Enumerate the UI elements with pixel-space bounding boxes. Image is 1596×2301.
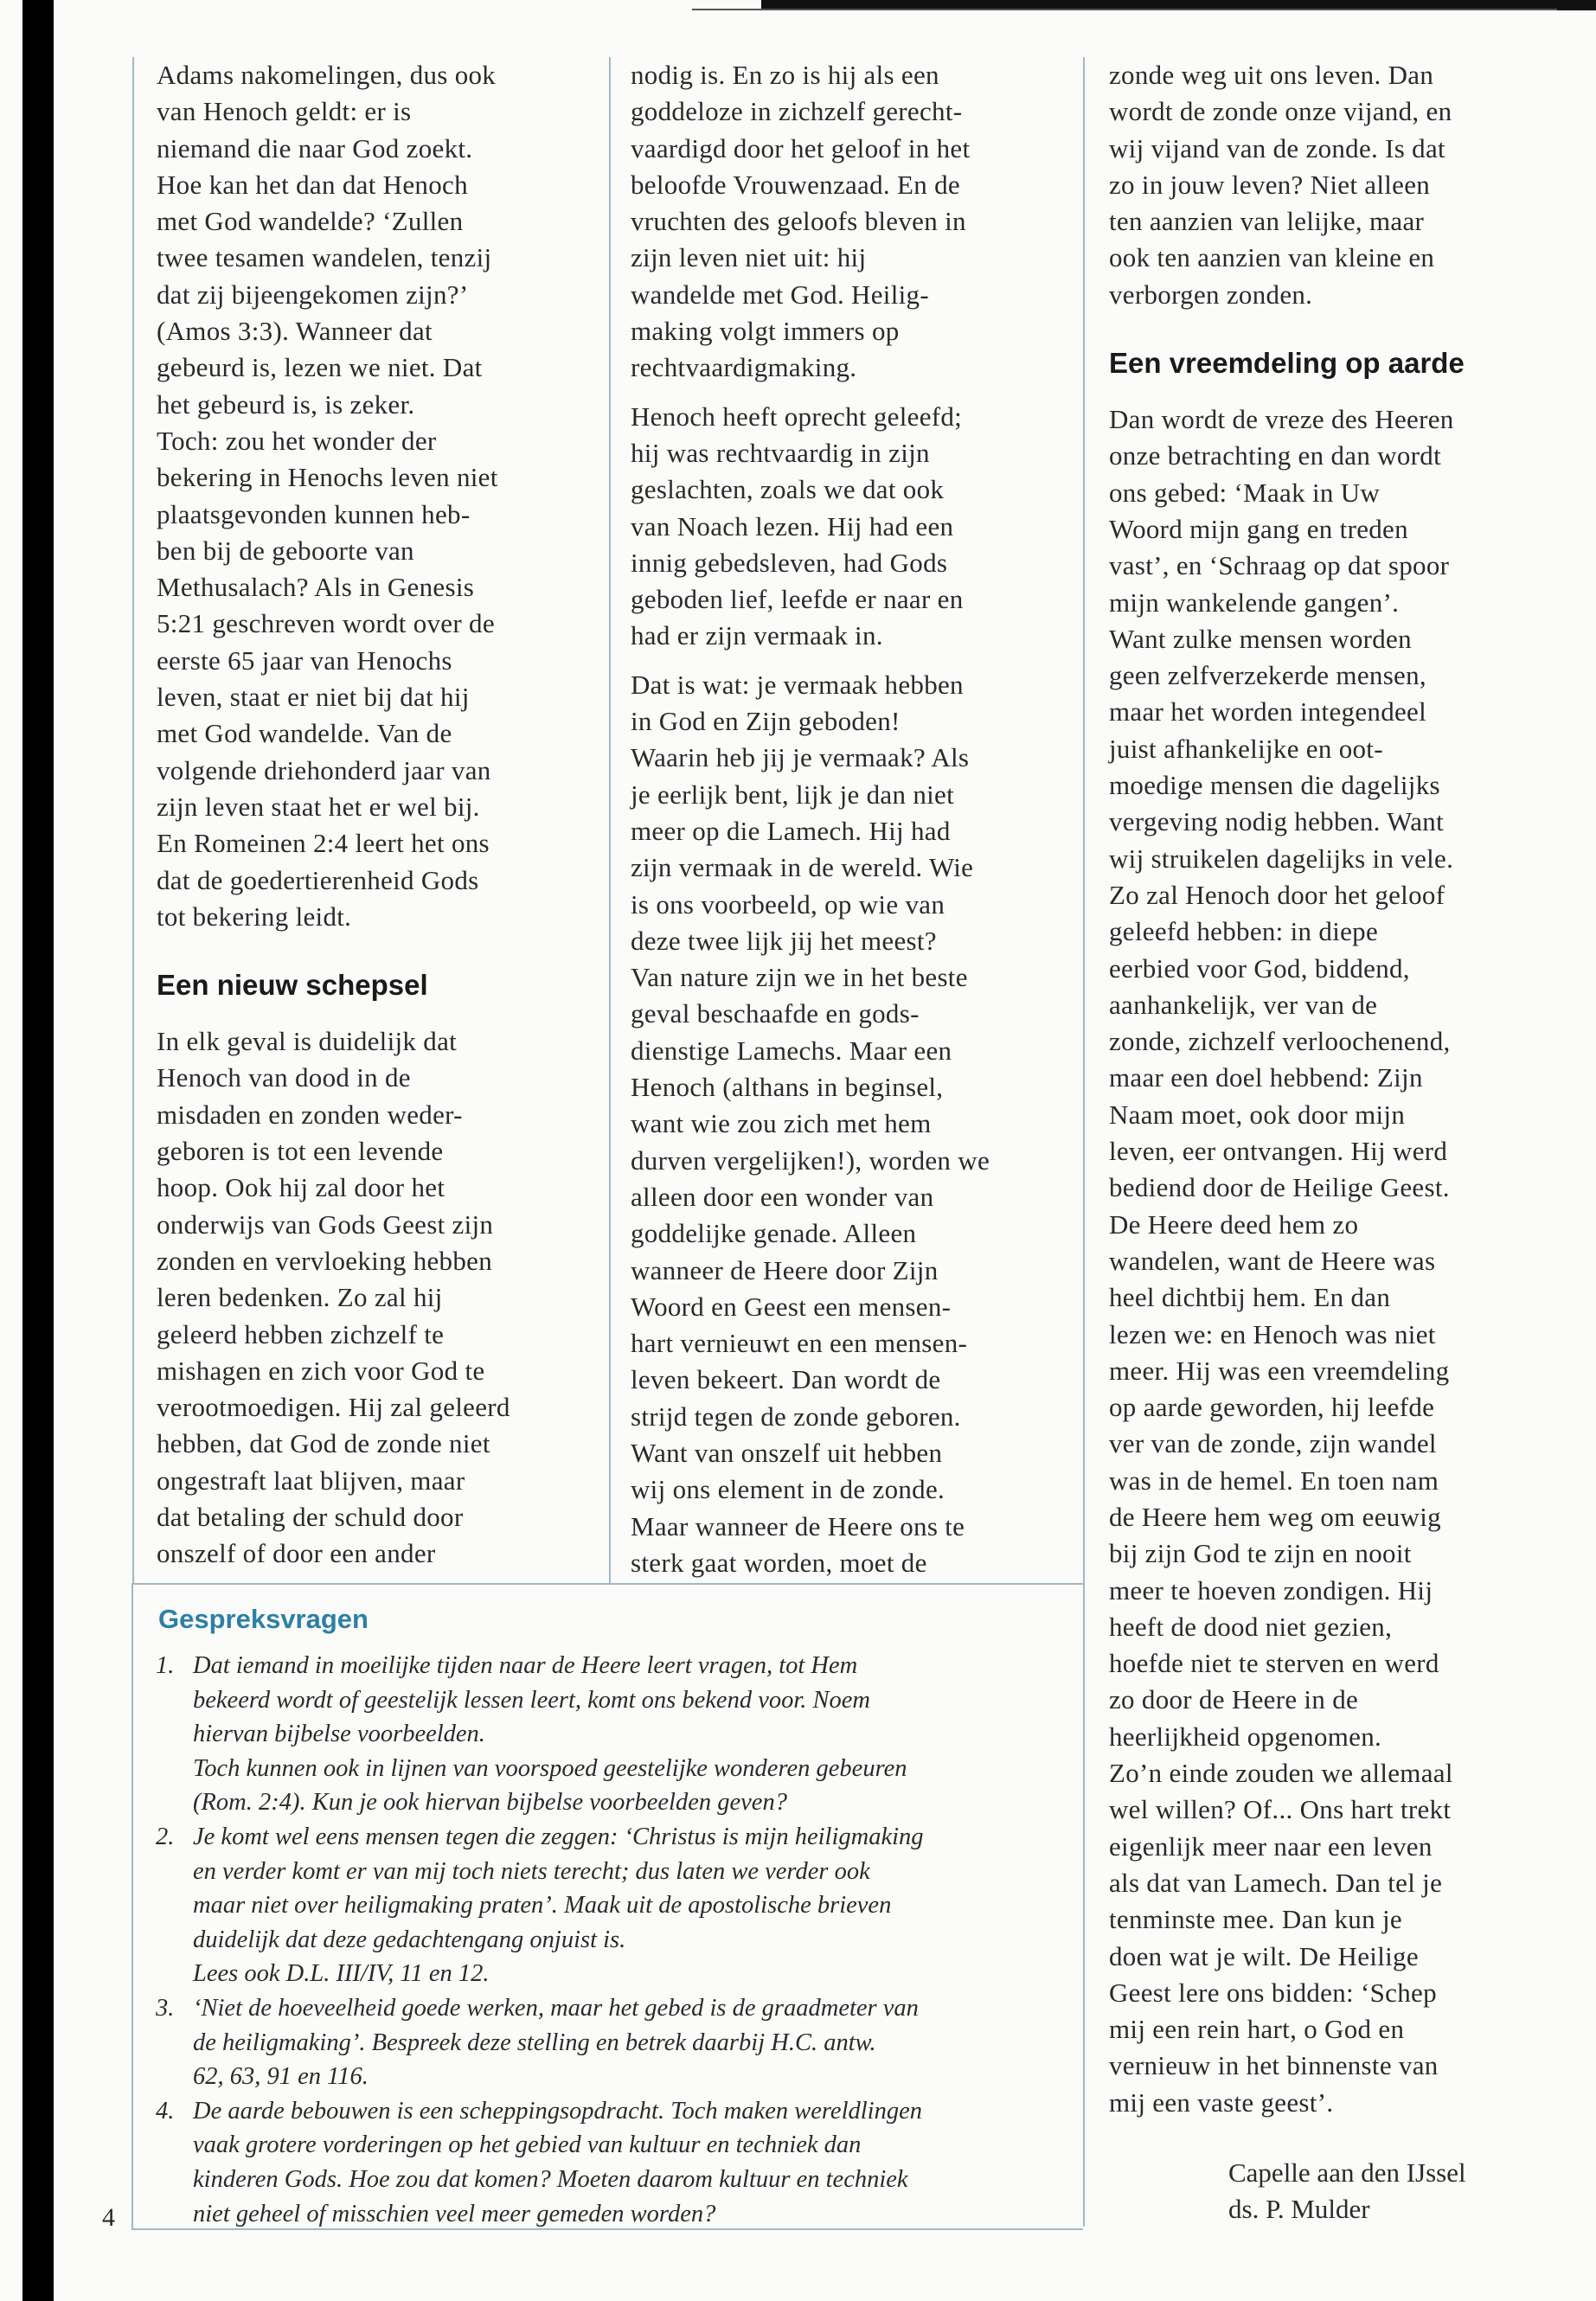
text-line: wandelde met God. Heilig-	[631, 279, 929, 310]
question-line: ‘Niet de hoeveelheid goede werken, maar het gebed is de graadmeter van	[193, 1994, 919, 2022]
text-line: rechtvaardigmaking.	[631, 352, 857, 383]
text-line: moedige mensen die dagelijks	[1109, 770, 1440, 801]
column-divider-left	[132, 57, 134, 1583]
text-line: dat de goedertierenheid Gods	[157, 864, 479, 895]
text-line: vast’, en ‘Schraag op dat spoor	[1109, 550, 1450, 581]
text-line: Zo’n einde zouden we allemaal	[1109, 1758, 1453, 1789]
text-line: bekering in Henochs leven niet	[157, 462, 498, 493]
paragraph	[157, 1023, 585, 1572]
text-line: je eerlijk bent, lijk je dan niet	[631, 779, 955, 810]
text-line: ben bij de geboorte van	[157, 535, 414, 566]
text-line: leven, eer ontvangen. Hij werd	[1109, 1136, 1448, 1167]
text-line: tot bekering leidt.	[157, 901, 352, 932]
text-line: maar een doel hebbend: Zijn	[1109, 1062, 1423, 1093]
text-line: maar het worden integendeel	[1109, 696, 1427, 727]
text-line: strijd tegen de zonde geboren.	[631, 1400, 961, 1432]
text-line: Adams nakomelingen, dus ook	[157, 60, 497, 90]
text-line: geboden lief, leefde er naar en	[631, 584, 964, 615]
text-line: Zo zal Henoch door het geloof	[1109, 879, 1445, 910]
text-line: ver van de zonde, zijn wandel	[1109, 1428, 1437, 1459]
text-line: zonden en vervloeking hebben	[157, 1245, 493, 1276]
text-line: eerste 65 jaar van Henochs	[157, 644, 452, 676]
text-line: ten aanzien van lelijke, maar	[1109, 206, 1425, 237]
text-line: was in de hemel. En toen nam	[1109, 1465, 1439, 1496]
text-line: is ons voorbeeld, op wie van	[631, 888, 945, 920]
paragraph	[1109, 401, 1542, 2121]
text-line: mij een vaste geest’.	[1109, 2086, 1334, 2118]
text-line: van Henoch geldt: er is	[157, 96, 412, 127]
question-item	[156, 1991, 1064, 2094]
text-line: Methusalach? Als in Genesis	[157, 572, 475, 603]
text-line: En Romeinen 2:4 leert het ons	[157, 828, 490, 859]
text-line: Maar wanneer de Heere ons te	[631, 1510, 965, 1541]
column-divider-middle	[609, 57, 611, 1583]
text-line: Dat is wat: je vermaak hebben	[631, 669, 964, 700]
question-line: kinderen Gods. Hoe zou dat komen? Moeten daarom kultuur en techniek	[193, 2165, 908, 2193]
question-line: de heiligmaking’. Bespreek deze stelling en betrek daarbij H.C. antw.	[193, 2029, 876, 2056]
text-line: sterk gaat worden, moet de	[631, 1547, 927, 1578]
text-line: ongestraft laat blijven, maar	[157, 1465, 465, 1496]
text-line: het gebeurd is, is zeker.	[157, 388, 415, 420]
question-line: en verder komt er van mij toch niets terecht; dus laten we verder ook	[193, 1857, 870, 1885]
text-line: Woord mijn gang en treden	[1109, 513, 1408, 544]
text-line: hij was rechtvaardig in zijn	[631, 437, 930, 468]
text-line: zijn leven niet uit: hij	[631, 242, 867, 273]
text-line: Naam moet, ook door mijn	[1109, 1099, 1406, 1130]
question-number: 3.	[156, 1994, 175, 2022]
text-line: De Heere deed hem zo	[1109, 1208, 1359, 1240]
text-line: met God wandelde. Van de	[157, 718, 452, 749]
text-line: meer te hoeven zondigen. Hij	[1109, 1574, 1433, 1606]
text-line: verborgen zonden.	[1109, 279, 1313, 310]
text-line: zo in jouw leven? Niet alleen	[1109, 169, 1431, 200]
text-line: hoefde niet te sterven en werd	[1109, 1648, 1439, 1679]
text-line: Waarin heb jij je vermaak? Als	[631, 742, 970, 773]
text-line: onze betrachting en dan wordt	[1109, 440, 1441, 471]
question-line: niet geheel of misschien veel meer gemeden worden?	[193, 2200, 716, 2227]
signature-author: ds. P. Mulder	[1228, 2194, 1370, 2224]
text-line: als dat van Lamech. Dan tel je	[1109, 1867, 1443, 1898]
text-line: doen wat je wilt. De Heilige	[1109, 1940, 1419, 1971]
question-line: Je komt wel eens mensen tegen die zeggen: ‘Christus is mijn heiligmaking	[193, 1823, 924, 1850]
text-line: geleerd hebben zichzelf te	[157, 1318, 445, 1349]
text-line: lezen we: en Henoch was niet	[1109, 1318, 1436, 1349]
column-3	[1109, 57, 1542, 2121]
text-line: gebeurd is, lezen we niet. Dat	[157, 352, 483, 383]
text-line: In elk geval is duidelijk dat	[157, 1026, 458, 1057]
text-line: Want zulke mensen worden	[1109, 623, 1412, 654]
paragraph	[631, 399, 1063, 655]
text-line: zijn leven staat het er wel bij.	[157, 791, 480, 822]
text-line: Henoch heeft oprecht geleefd;	[631, 401, 963, 432]
text-line: niemand die naar God zoekt.	[157, 132, 473, 163]
top-rule-thin	[692, 9, 1557, 10]
text-line: juist afhankelijke en oot-	[1109, 733, 1383, 764]
text-line: want wie zou zich met hem	[631, 1108, 932, 1139]
text-line: dat betaling der schuld door	[157, 1501, 464, 1532]
text-line: Want van onszelf uit hebben	[631, 1437, 943, 1468]
page-edge-bar	[22, 0, 54, 2301]
text-line: Geest lere ons bidden: ‘Schep	[1109, 1977, 1437, 2008]
question-line: duidelijk dat deze gedachtengang onjuist is.	[193, 1926, 626, 1953]
discussion-title: Gespreksvragen	[158, 1604, 369, 1634]
text-line: aanhankelijk, ver van de	[1109, 989, 1378, 1020]
text-line: ons gebed: ‘Maak in Uw	[1109, 477, 1381, 508]
page-number: 4	[102, 2203, 115, 2232]
column-1	[157, 57, 585, 1573]
text-line: twee tesamen wandelen, tenzij	[157, 242, 492, 273]
text-line: op aarde geworden, hij leefde	[1109, 1392, 1435, 1423]
text-line: had er zijn vermaak in.	[631, 620, 883, 651]
text-line: goddelijke genade. Alleen	[631, 1218, 917, 1249]
question-list	[156, 1649, 1064, 2231]
question-line: (Rom. 2:4). Kun je ook hiervan bijbelse voorbeelden geven?	[193, 1789, 787, 1817]
text-line: wordt de zonde onze vijand, en	[1109, 96, 1452, 127]
text-line: zonde weg uit ons leven. Dan	[1109, 60, 1434, 90]
text-line: geen zelfverzekerde mensen,	[1109, 660, 1426, 691]
text-line: van Noach lezen. Hij had een	[631, 510, 954, 542]
text-line: alleen door een wonder van	[631, 1181, 934, 1212]
text-line: durven vergelijken!), worden we	[631, 1144, 990, 1176]
text-line: tenminste mee. Dan kun je	[1109, 1904, 1402, 1935]
question-line: maar niet over heiligmaking praten’. Maak uit de apostolische brieven	[193, 1892, 892, 1920]
text-line: geboren is tot een levende	[157, 1136, 444, 1167]
paragraph	[631, 667, 1063, 1581]
text-line: heerlijkheid opgenomen.	[1109, 1721, 1382, 1752]
text-line: misdaden en zonden weder-	[157, 1099, 463, 1130]
signature-place: Capelle aan den IJssel	[1228, 2157, 1466, 2188]
column-divider-right	[1083, 57, 1085, 2227]
question-number: 1.	[156, 1652, 175, 1679]
question-line: hiervan bijbelse voorbeelden.	[193, 1721, 485, 1748]
text-line: meer. Hij was een vreemdeling	[1109, 1355, 1450, 1386]
text-line: geval beschaafde en gods-	[631, 998, 920, 1029]
question-item	[156, 1820, 1064, 1991]
text-line: in God en Zijn geboden!	[631, 706, 901, 737]
text-line: met God wandelde? ‘Zullen	[157, 206, 464, 237]
section-heading: Een vreemdeling op aarde	[1109, 347, 1465, 380]
paragraph	[157, 57, 585, 935]
text-line: leren bedenken. Zo zal hij	[157, 1282, 443, 1313]
text-line: vruchten des geloofs bleven in	[631, 206, 966, 237]
question-line: Toch kunnen ook in lijnen van voorspoed geestelijke wonderen gebeuren	[193, 1754, 907, 1782]
question-item	[156, 1649, 1064, 1820]
text-line: Henoch van dood in de	[157, 1062, 411, 1093]
paragraph	[631, 57, 1063, 387]
text-line: bij zijn God te zijn en nooit	[1109, 1538, 1412, 1569]
text-line: zonde, zichzelf verloochenend,	[1109, 1026, 1451, 1057]
question-line: 62, 63, 91 en 116.	[193, 2063, 369, 2091]
text-line: mishagen en zich voor God te	[157, 1355, 485, 1386]
text-line: onszelf of door een ander	[157, 1538, 436, 1569]
text-line: Dan wordt de vreze des Heeren	[1109, 404, 1454, 435]
text-line: hebben, dat God de zonde niet	[157, 1428, 490, 1459]
text-line: geleefd hebben: in diepe	[1109, 916, 1379, 947]
text-line: Van nature zijn we in het beste	[631, 962, 968, 993]
text-line: verootmoedigen. Hij zal geleerd	[157, 1392, 510, 1423]
text-line: heel dichtbij hem. En dan	[1109, 1282, 1391, 1313]
text-line: Henoch (althans in beginsel,	[631, 1072, 944, 1103]
text-line: eigenlijk meer naar een leven	[1109, 1830, 1433, 1862]
text-line: wel willen? Of... Ons hart trekt	[1109, 1794, 1452, 1825]
text-line: vaardigd door het geloof in het	[631, 132, 971, 163]
text-line: zo door de Heere in de	[1109, 1684, 1359, 1715]
text-line: innig gebedsleven, had Gods	[631, 547, 948, 578]
text-line: hoop. Ook hij zal door het	[157, 1172, 445, 1203]
text-line: volgende driehonderd jaar van	[157, 754, 491, 785]
question-line: Lees ook D.L. III/IV, 11 en 12.	[193, 1960, 490, 1988]
column-2	[631, 57, 1063, 1581]
text-line: beloofde Vrouwenzaad. En de	[631, 169, 960, 200]
text-line: Woord en Geest een mensen-	[631, 1291, 952, 1322]
question-line: Dat iemand in moeilijke tijden naar de Heere leert vragen, tot Hem	[193, 1652, 858, 1679]
question-number: 4.	[156, 2097, 175, 2125]
signature	[1228, 2155, 1466, 2227]
text-line: hart vernieuwt en een mensen-	[631, 1328, 968, 1359]
question-item	[156, 2094, 1064, 2231]
text-line: heeft de dood niet gezien,	[1109, 1611, 1393, 1642]
text-line: leven, staat er niet bij dat hij	[157, 682, 470, 713]
text-line: Toch: zou het wonder der	[157, 425, 437, 456]
text-line: mij een rein hart, o God en	[1109, 2014, 1405, 2045]
text-line: plaatsgevonden kunnen heb-	[157, 498, 471, 529]
question-number: 2.	[156, 1823, 175, 1850]
text-line: meer op die Lamech. Hij had	[631, 815, 951, 846]
text-line: bediend door de Heilige Geest.	[1109, 1172, 1450, 1203]
text-line: zijn vermaak in de wereld. Wie	[631, 852, 974, 883]
text-line: dienstige Lamechs. Maar een	[631, 1035, 952, 1066]
text-line: making volgt immers op	[631, 316, 900, 347]
text-line: Hoe kan het dan dat Henoch	[157, 169, 468, 200]
text-line: mijn wankelende gangen’.	[1109, 586, 1400, 618]
text-line: wandelen, want de Heere was	[1109, 1245, 1436, 1276]
text-line: wij vijand van de zonde. Is dat	[1109, 132, 1445, 163]
section-heading: Een nieuw schepsel	[157, 969, 428, 1002]
text-line: 5:21 geschreven wordt over de	[157, 608, 495, 639]
text-line: eerbied voor God, biddend,	[1109, 952, 1410, 984]
text-line: wanneer de Heere door Zijn	[631, 1254, 939, 1285]
text-line: deze twee lijk jij het meest?	[631, 925, 937, 956]
text-line: nodig is. En zo is hij als een	[631, 60, 939, 90]
text-line: de Heere hem weg om eeuwig	[1109, 1501, 1441, 1532]
text-line: onderwijs van Gods Geest zijn	[157, 1208, 494, 1240]
text-line: wij ons element in de zonde.	[631, 1474, 945, 1505]
text-line: goddeloze in zichzelf gerecht-	[631, 96, 963, 127]
text-line: dat zij bijeengekomen zijn?’	[157, 279, 469, 310]
text-line: wij struikelen dagelijks in vele.	[1109, 843, 1454, 874]
question-line: vaak grotere vorderingen op het gebied van kultuur en techniek dan	[193, 2131, 862, 2159]
question-line: De aarde bebouwen is een scheppingsopdracht. Toch maken wereldlingen	[193, 2097, 922, 2125]
question-line: bekeerd wordt of geestelijk lessen leert, komt ons bekend voor. Noem	[193, 1686, 871, 1714]
text-line: vergeving nodig hebben. Want	[1109, 806, 1445, 837]
text-line: (Amos 3:3). Wanneer dat	[157, 316, 433, 347]
text-line: geslachten, zoals we dat ook	[631, 474, 945, 505]
paragraph	[1109, 57, 1542, 313]
text-line: vernieuw in het binnenste van	[1109, 2050, 1439, 2081]
text-line: leven bekeert. Dan wordt de	[631, 1364, 941, 1395]
text-line: ook ten aanzien van kleine en	[1109, 242, 1435, 273]
